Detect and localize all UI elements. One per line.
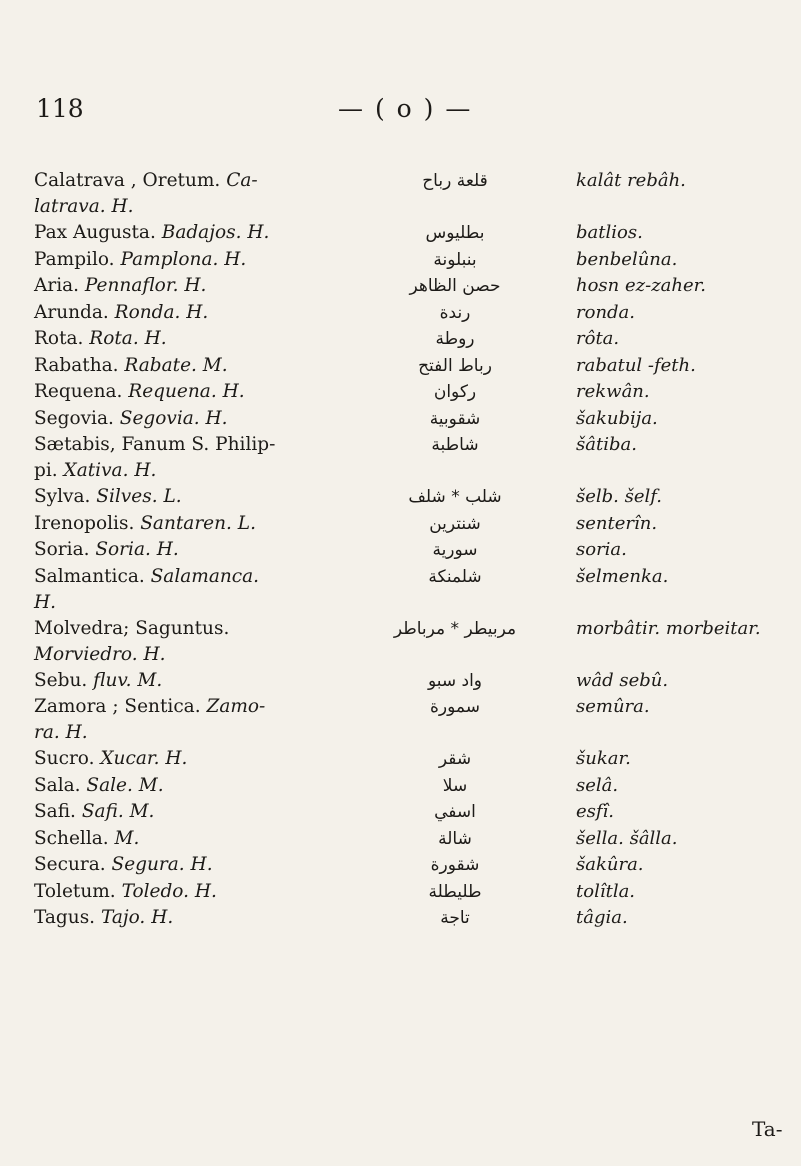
latin-text: Zamora ; Sentica. <box>34 696 207 717</box>
latin-text: Sala. <box>34 774 87 796</box>
entry-row <box>0 746 801 773</box>
latin-text: Schella. <box>34 827 115 849</box>
modern-name: Ronda. H. <box>114 301 209 323</box>
transliteration: šâtiba. <box>576 434 637 455</box>
entry-row <box>0 168 801 220</box>
arabic-name: شقورة <box>430 855 480 875</box>
arabic-name: بطليوس <box>425 223 485 243</box>
latin-name <box>34 773 334 799</box>
arabic-name: حصن الظاهر <box>409 276 501 296</box>
entry-row <box>0 537 801 564</box>
arabic-name: شقوبية <box>429 408 481 429</box>
arabic-name: واد سبو <box>427 670 483 691</box>
entry-row <box>0 484 801 511</box>
page-number: 118 <box>36 94 84 123</box>
arabic-name: روطة <box>435 329 475 349</box>
modern-name: Pamplona. H. <box>120 248 247 270</box>
latin-name <box>34 326 334 352</box>
transliteration: šakubija. <box>576 407 658 429</box>
modern-name: M. <box>114 827 140 849</box>
latin-name <box>34 826 334 852</box>
latin-name <box>34 799 334 825</box>
latin-name <box>34 668 334 694</box>
page-header <box>0 94 801 134</box>
arabic-name: سمورة <box>430 697 480 717</box>
latin-text: Rabatha. <box>34 354 125 376</box>
catchword: Ta- <box>752 1117 783 1141</box>
modern-name: Toledo. H. <box>121 880 217 902</box>
modern-name: Xativa. H. <box>63 460 157 481</box>
transliteration: tolîtla. <box>576 880 636 902</box>
entry-row <box>0 852 801 879</box>
transliteration: rabatul -feth. <box>576 354 696 376</box>
entry-row <box>0 432 801 484</box>
arabic-name: شنترين <box>429 513 481 534</box>
transliteration: soria. <box>576 539 627 560</box>
latin-text: Molvedra; Saguntus. <box>34 617 230 639</box>
latin-text: Soria. <box>34 539 96 560</box>
latin-name <box>34 879 334 905</box>
modern-name: Salamanca. H. <box>34 565 260 613</box>
entry-row <box>0 379 801 406</box>
latin-name <box>34 694 334 746</box>
latin-name <box>34 537 334 563</box>
arabic-name: سورية <box>432 540 478 560</box>
modern-name: Ca- latrava. H. <box>34 170 258 217</box>
latin-text: Sebu. <box>34 669 94 691</box>
latin-text: Sylva. <box>34 486 97 507</box>
modern-name: Silves. L. <box>96 486 182 507</box>
transliteration: ronda. <box>576 301 636 323</box>
running-head: — ( o ) — <box>338 94 473 123</box>
entry-list <box>0 168 801 932</box>
latin-name <box>34 273 334 299</box>
transliteration: rôta. <box>576 328 620 349</box>
transliteration: šelb. šelf. <box>576 486 663 507</box>
modern-name: Tajo. H. <box>100 907 174 928</box>
transliteration: hosn ez-zaher. <box>576 275 707 296</box>
arabic-name: شقر <box>438 749 472 769</box>
transliteration: selâ. <box>576 774 619 796</box>
entry-row <box>0 564 801 616</box>
arabic-name: شلمنكة <box>428 566 482 587</box>
latin-name <box>34 353 334 379</box>
modern-name: Soria. H. <box>95 539 179 560</box>
entry-row <box>0 220 801 247</box>
latin-text: Requena. <box>34 381 129 402</box>
latin-name <box>34 300 334 326</box>
entry-row <box>0 511 801 538</box>
modern-name: Segura. H. <box>111 854 213 875</box>
arabic-name: بنبلونة <box>433 249 477 270</box>
transliteration: šukar. <box>576 748 631 769</box>
arabic-name: شلب * شلف <box>408 487 502 507</box>
arabic-name: اسفي <box>434 802 476 822</box>
entry-row <box>0 773 801 800</box>
latin-name <box>34 168 334 220</box>
modern-name: Morviedro. H. <box>34 643 166 665</box>
transliteration: esfî. <box>576 801 615 822</box>
transliteration: batlios. <box>576 222 643 243</box>
latin-text: Safi. <box>34 801 82 822</box>
modern-name: Segovia. H. <box>119 407 228 429</box>
arabic-name: شاطبة <box>431 435 479 455</box>
latin-text: Segovia. <box>34 407 120 429</box>
latin-text: Pampilo. <box>34 248 121 270</box>
modern-name: Zamo- ra. H. <box>34 696 266 743</box>
entry-row <box>0 406 801 433</box>
entry-row <box>0 353 801 380</box>
modern-name: Rabate. M. <box>124 354 228 376</box>
transliteration: rekwân. <box>576 381 650 402</box>
arabic-name: رندة <box>439 302 471 323</box>
modern-name: Pennaflor. H. <box>84 275 207 296</box>
entry-row <box>0 326 801 353</box>
transliteration: wâd sebû. <box>576 669 669 691</box>
modern-name: Santaren. L. <box>140 512 256 534</box>
entry-row <box>0 879 801 906</box>
latin-name <box>34 220 334 246</box>
latin-text: Tagus. <box>34 907 101 928</box>
entry-row <box>0 799 801 826</box>
modern-name: Xucar. H. <box>100 748 188 769</box>
latin-text: Pax Augusta. <box>34 222 162 243</box>
modern-name: Safi. M. <box>81 801 155 822</box>
latin-name <box>34 905 334 931</box>
entry-row <box>0 668 801 695</box>
modern-name: Sale. M. <box>86 774 164 796</box>
transliteration: semûra. <box>576 696 650 717</box>
latin-text: Aria. <box>34 275 85 296</box>
arabic-name: قلعة رباح <box>422 171 488 191</box>
latin-text: Irenopolis. <box>34 512 141 534</box>
transliteration: morbâtir. morbeitar. <box>576 617 761 639</box>
entry-row <box>0 905 801 932</box>
arabic-name: رباط الفتح <box>418 355 492 376</box>
latin-name <box>34 379 334 405</box>
entry-row <box>0 616 801 668</box>
modern-name: Requena. H. <box>128 381 245 402</box>
arabic-name: طليطلة <box>428 881 482 902</box>
modern-name: fluv. M. <box>93 669 163 691</box>
arabic-name: ركوان <box>433 382 477 402</box>
arabic-name: تاجة <box>440 908 470 928</box>
latin-text: Toletum. <box>34 880 122 902</box>
latin-text: Sucro. <box>34 748 101 769</box>
latin-name <box>34 564 334 616</box>
latin-text: Rota. <box>34 328 90 349</box>
latin-text: Secura. <box>34 854 112 875</box>
latin-text: Calatrava , Oretum. <box>34 170 227 191</box>
latin-text: Sætabis, Fanum S. Philip- pi. <box>34 434 276 481</box>
entry-row <box>0 300 801 327</box>
latin-name <box>34 616 334 668</box>
entry-row <box>0 694 801 746</box>
modern-name: Rota. H. <box>89 328 167 349</box>
latin-text: Arunda. <box>34 301 115 323</box>
entry-row <box>0 273 801 300</box>
transliteration: šella. šâlla. <box>576 827 678 849</box>
latin-text: Salmantica. <box>34 565 151 587</box>
latin-name <box>34 852 334 878</box>
transliteration: kalât rebâh. <box>576 170 686 191</box>
latin-name <box>34 247 334 273</box>
transliteration: šelmenka. <box>576 565 669 587</box>
modern-name: Badajos. H. <box>161 222 270 243</box>
latin-name <box>34 484 334 510</box>
latin-name <box>34 406 334 432</box>
transliteration: benbelûna. <box>576 248 678 270</box>
transliteration: tâgia. <box>576 907 628 928</box>
arabic-name: مربيطر * مرباطر <box>393 618 517 639</box>
latin-name <box>34 746 334 772</box>
transliteration: šakûra. <box>576 854 644 875</box>
entry-row <box>0 247 801 274</box>
latin-name <box>34 432 334 484</box>
transliteration: senterîn. <box>576 512 658 534</box>
latin-name <box>34 511 334 537</box>
arabic-name: سلا <box>442 775 468 796</box>
entry-row <box>0 826 801 853</box>
arabic-name: شالة <box>438 828 472 849</box>
